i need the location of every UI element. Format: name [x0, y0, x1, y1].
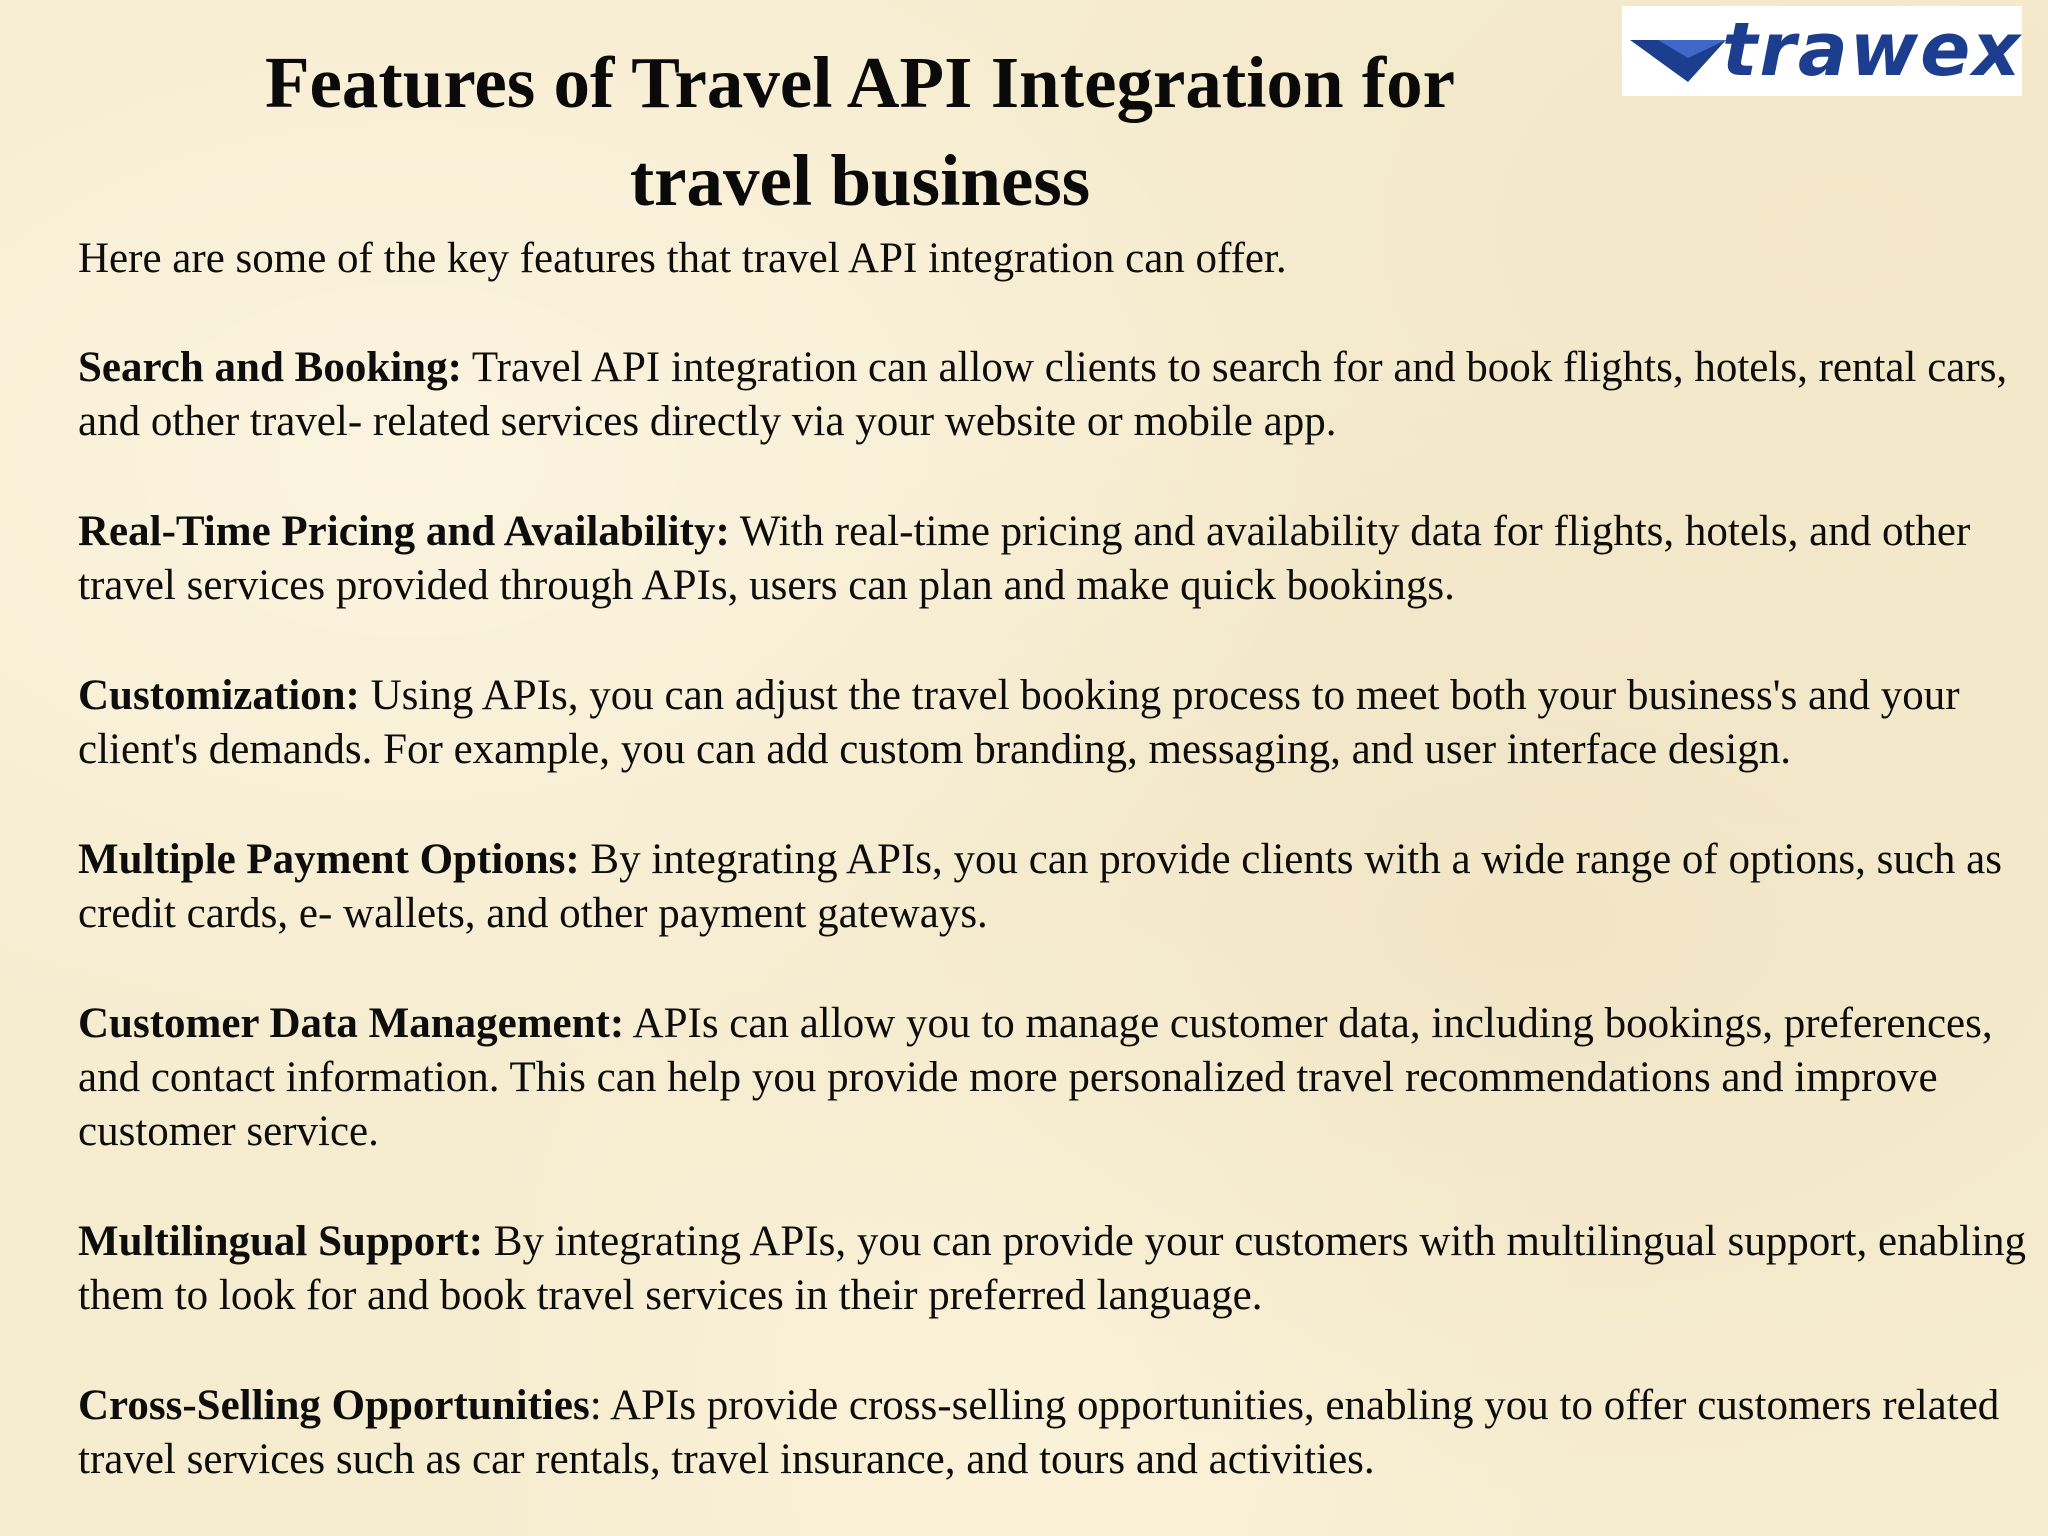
feature-heading: Real-Time Pricing and Availability: [78, 508, 730, 555]
trawex-logo [1622, 6, 2022, 96]
feature-customization [78, 669, 2028, 777]
feature-body: With real-time pricing and availability data for flights, hotels, and other travel services provided through APIs, users can plan and make quick bookings. [78, 508, 1971, 609]
feature-multilingual-support [78, 1215, 2028, 1323]
feature-heading: Cross-Selling Opportunities [78, 1382, 590, 1429]
feature-heading: Multilingual Support: [78, 1218, 484, 1265]
page-title [120, 34, 1600, 230]
feature-multiple-payment-options [78, 833, 2028, 941]
feature-heading: Multiple Payment Options: [78, 836, 580, 883]
feature-search-and-booking [78, 341, 2028, 449]
feature-heading: Customer Data Management: [78, 1000, 625, 1047]
intro-text: Here are some of the key features that travel API integration can offer. [78, 235, 1287, 282]
feature-body: Travel API integration can allow clients to search for and book flights, hotels, rental cars, and other travel- related services directly via your website or mobile app. [78, 344, 2008, 445]
feature-body: Using APIs, you can adjust the travel booking process to meet both your business's and your client's demands. For example, you can add custom branding, messaging, and user interface design. [78, 672, 1960, 773]
feature-real-time-pricing [78, 505, 2028, 613]
feature-body: By integrating APIs, you can provide clients with a wide range of options, such as credit cards, e- wallets, and other payment gateways. [78, 836, 2002, 937]
logo-text: trawex [1722, 7, 2022, 93]
feature-heading: Search and Booking: [78, 344, 462, 391]
feature-body: : APIs provide cross-selling opportunities, enabling you to offer customers related travel services such as car rentals, travel insurance, and tours and activities. [78, 1382, 2000, 1483]
feature-body: APIs can allow you to manage customer data, including bookings, preferences, and contact information. This can help you provide more personalized travel recommendations and improve customer service. [78, 1000, 1993, 1155]
feature-heading: Customization: [78, 672, 360, 719]
page-title-line-2: travel business [629, 140, 1091, 221]
arrow-down-icon [1628, 36, 1728, 84]
feature-body: By integrating APIs, you can provide your customers with multilingual support, enabling them to look for and book travel services in their preferred language. [78, 1218, 2027, 1319]
feature-customer-data-management [78, 997, 2028, 1159]
feature-cross-selling [78, 1379, 2028, 1487]
page-title-line-1: Features of Travel API Integration for [264, 42, 1456, 123]
